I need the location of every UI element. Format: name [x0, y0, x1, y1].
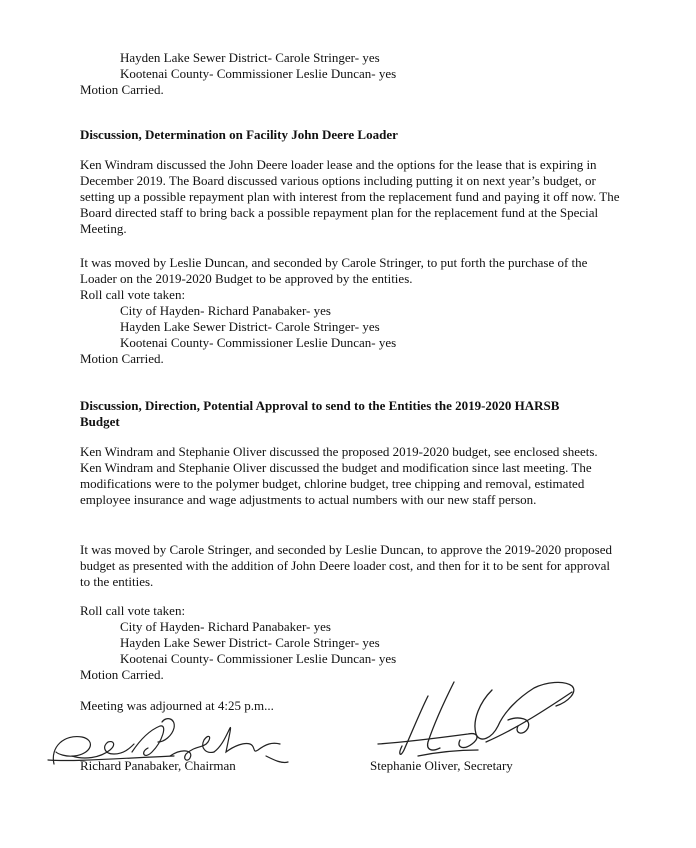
- vote-line: City of Hayden- Richard Panabaker- yes: [120, 619, 331, 634]
- discussion-paragraph: Ken Windram and Stephanie Oliver discussed the proposed 2019-2020 budget, see enclosed sheets. Ken Windram and Stephanie Oliver discussed the budget and modification since last meeting. The modifications were to the polymer budget, chlorine budget, tree chipping and removal, estimated employee insurance and wage adjustments to actual numbers with our new staff person.: [80, 444, 598, 507]
- vote-line: Kootenai County- Commissioner Leslie Duncan- yes: [120, 335, 397, 350]
- section-heading: Discussion, Determination on Facility John Deere Loader: [80, 127, 398, 142]
- chairman-name: Richard Panabaker, Chairman: [80, 758, 236, 773]
- secretary-signature: [368, 672, 588, 768]
- vote-line: Hayden Lake Sewer District- Carole Stringer- yes: [120, 50, 380, 65]
- section-heading: Discussion, Direction, Potential Approval to send to the Entities the 2019-2020 HARSB: [80, 398, 560, 413]
- section-heading-cont: Budget: [80, 414, 120, 429]
- roll-call-label: Roll call vote taken:: [80, 603, 186, 618]
- secretary-name: Stephanie Oliver, Secretary: [370, 758, 513, 773]
- motion-paragraph: It was moved by Carole Stringer, and seconded by Leslie Duncan, to approve the 2019-2020 proposed budget as presented with the addition of John Deere loader cost, and then for it to be sent for approval to the entities.: [80, 542, 612, 589]
- adjourned-text: Meeting was adjourned at 4:25 p.m...: [80, 698, 274, 713]
- vote-line: Hayden Lake Sewer District- Carole Stringer- yes: [120, 319, 380, 334]
- motion-paragraph: It was moved by Leslie Duncan, and seconded by Carole Stringer, to put forth the purchase of the Loader on the 2019-2020 Budget to be approved by the entities.: [80, 255, 588, 286]
- vote-line: Kootenai County- Commissioner Leslie Duncan- yes: [120, 66, 397, 81]
- motion-result: Motion Carried.: [80, 82, 164, 97]
- roll-call-label: Roll call vote taken:: [80, 287, 186, 302]
- discussion-paragraph: Ken Windram discussed the John Deere loader lease and the options for the lease that is expiring in December 2019. The Board discussed various options including putting it on next year’s budget, or setting up a possible repayment plan with interest from the replacement fund and paying it off now. The Board directed staff to bring back a possible repayment plan for the replacement fund at the Special Meeting.: [80, 157, 620, 236]
- motion-result: Motion Carried.: [80, 667, 164, 682]
- motion-result: Motion Carried.: [80, 351, 164, 366]
- vote-line: Kootenai County- Commissioner Leslie Duncan- yes: [120, 651, 397, 666]
- vote-line: Hayden Lake Sewer District- Carole Stringer- yes: [120, 635, 380, 650]
- vote-line: City of Hayden- Richard Panabaker- yes: [120, 303, 331, 318]
